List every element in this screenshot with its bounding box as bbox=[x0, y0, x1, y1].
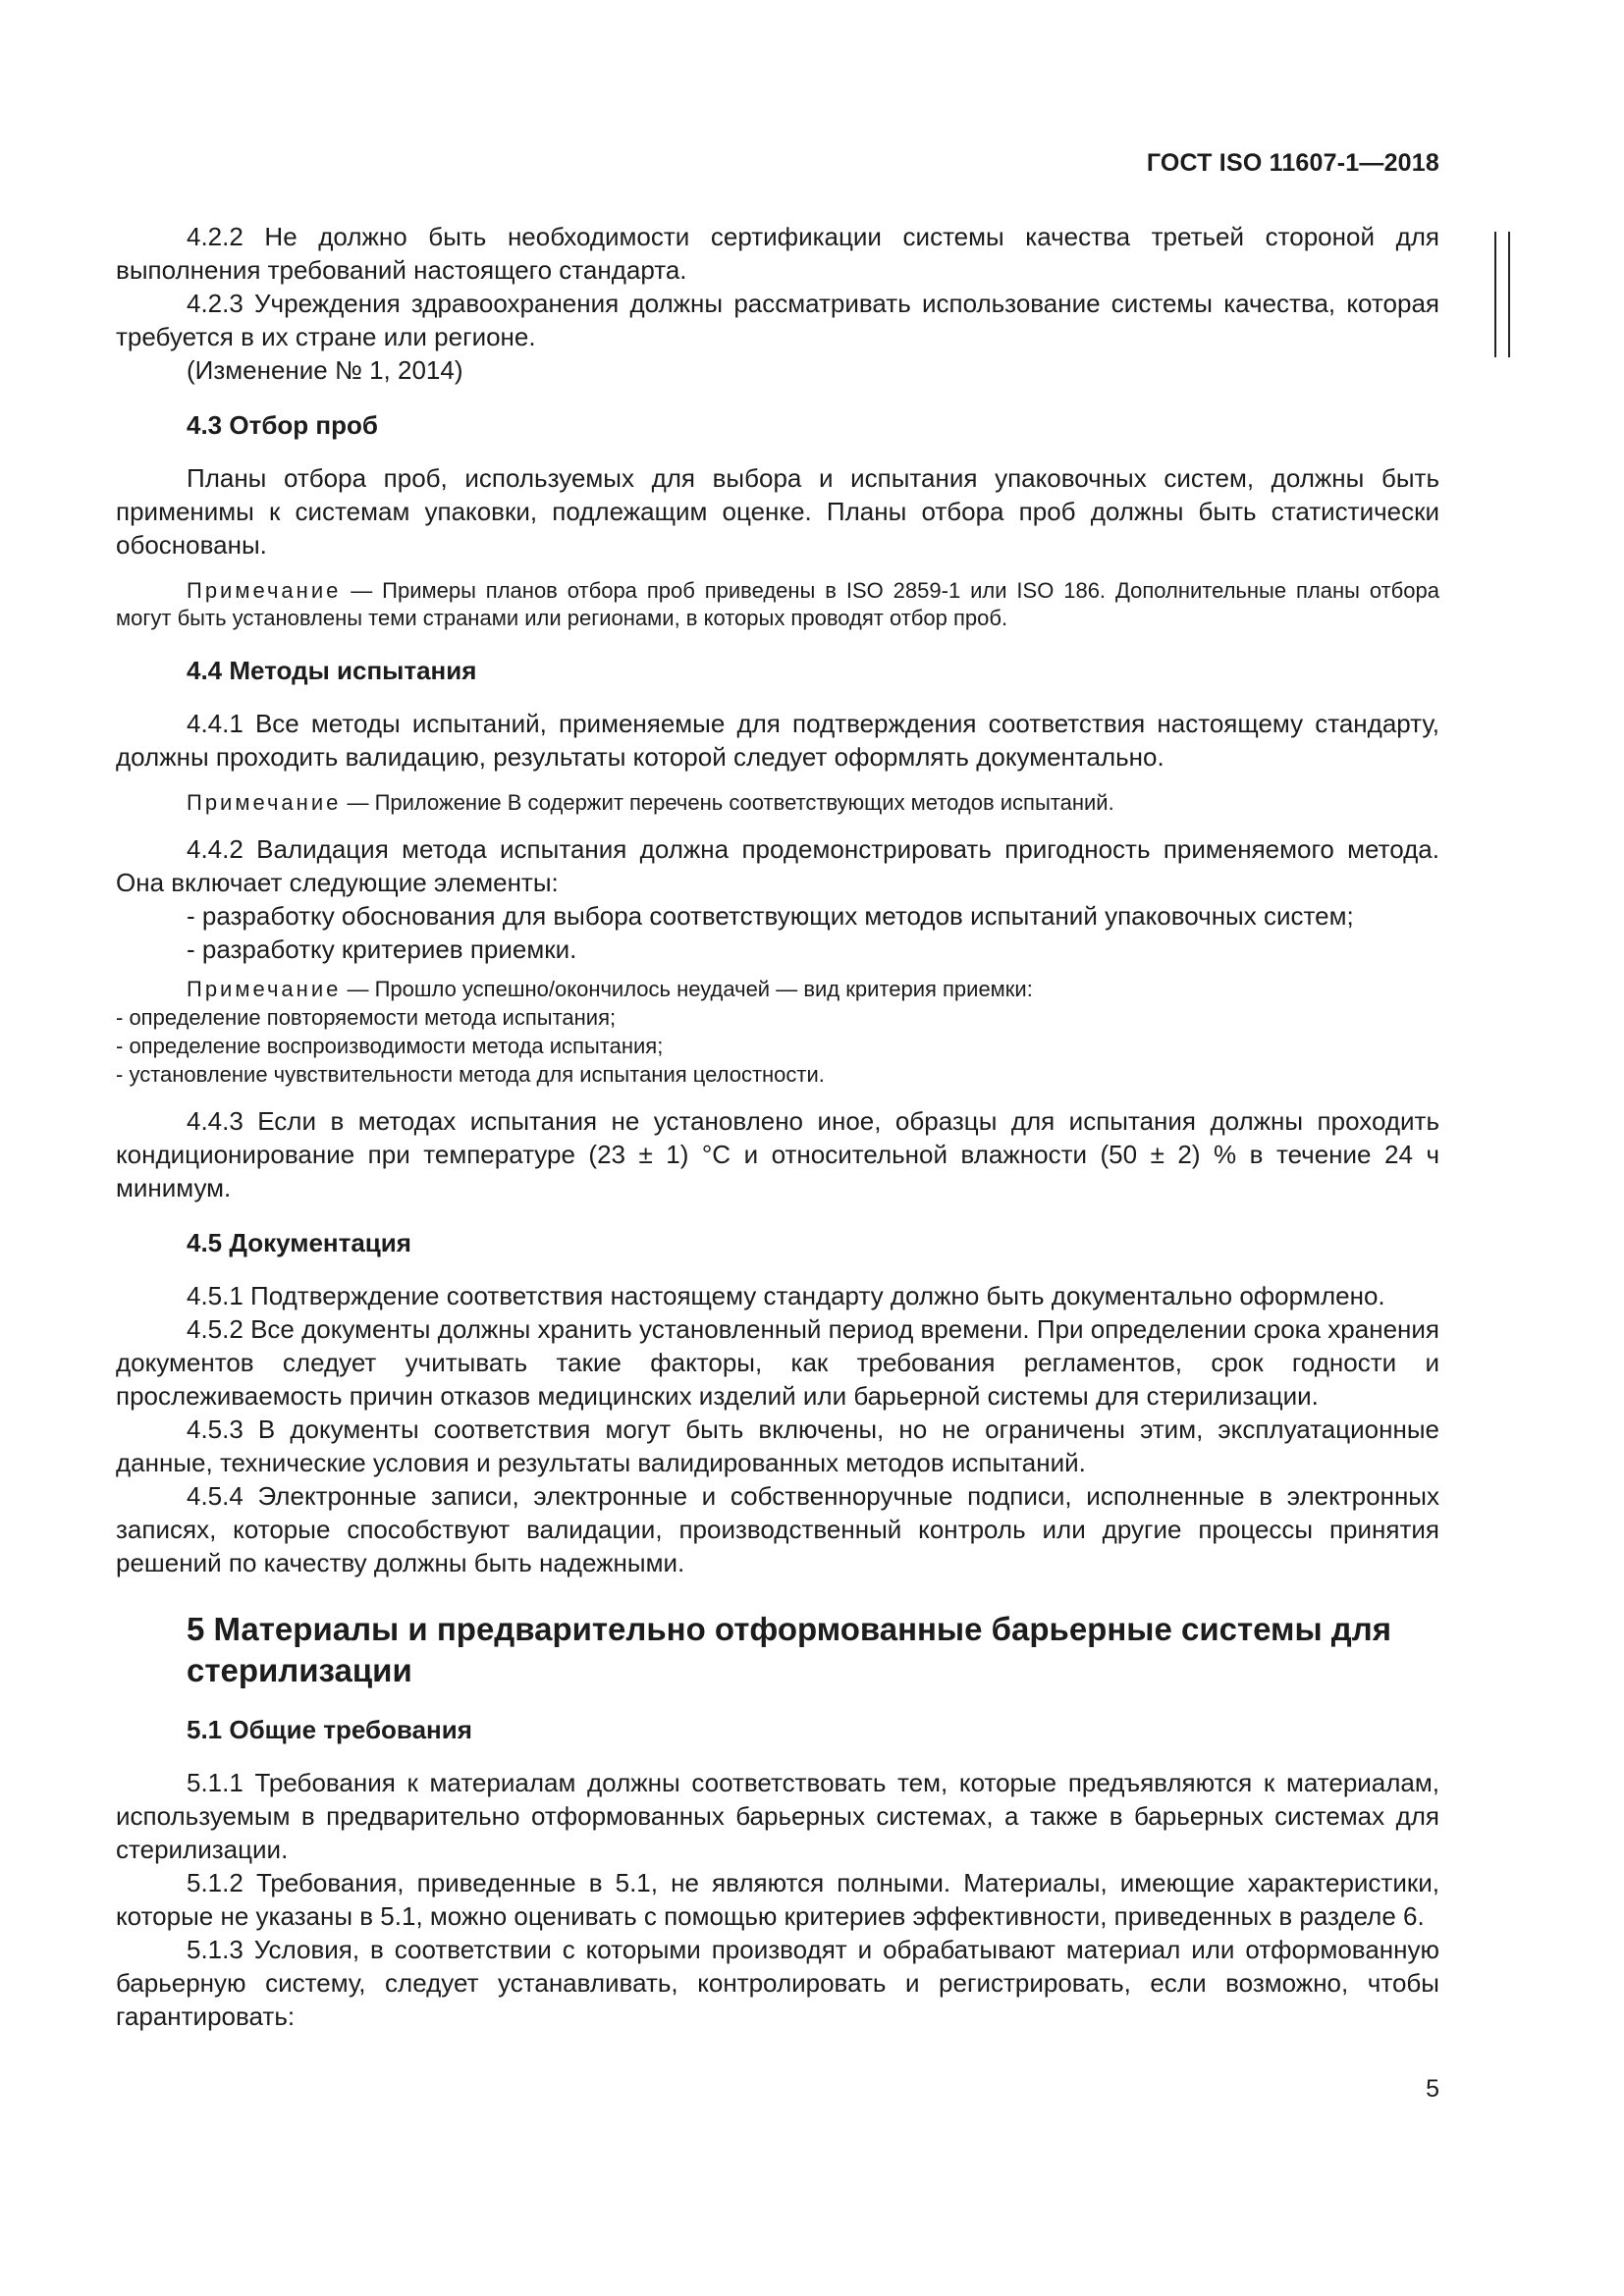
note-4-3 bbox=[116, 577, 1439, 632]
note-text: — Прошло успешно/окончилось неудачей — вид критерия приемки: bbox=[341, 977, 1033, 1001]
note-text: — Примеры планов отбора проб приведены в ISO 2859-1 или ISO 186. Дополнительные планы отбора могут быть установлены теми странами или регионами, в которых проводят отбор проб. bbox=[116, 578, 1439, 630]
note-list-item: - определение повторяемости метода испытания; bbox=[116, 1005, 617, 1030]
heading-4-5: 4.5 Документация bbox=[187, 1228, 411, 1257]
note-label: Примечание bbox=[187, 977, 342, 1001]
paragraph-4-2-3: 4.2.3 Учреждения здравоохранения должны рассматривать использование системы качества, которая требуется в их стране или регионе. bbox=[116, 289, 1439, 351]
note-list-item: - установление чувствительности метода для испытания целостности. bbox=[116, 1062, 825, 1087]
paragraph-4-4-2: 4.4.2 Валидация метода испытания должна продемонстрировать пригодность применяемого метода. Она включает следующие элементы: bbox=[116, 834, 1439, 897]
paragraph-5-1-2: 5.1.2 Требования, приведенные в 5.1, не являются полными. Материалы, имеющие характеристики, которые не указаны в 5.1, можно оценивать с помощью критериев эффективности, приведенных в разделе 6. bbox=[116, 1868, 1439, 1931]
paragraph-4-5-2: 4.5.2 Все документы должны хранить установленный период времени. При определении срока хранения документов следует учитывать такие факторы, как требования регламентов, срок годности и прослеживаемость причин отказов медицинских изделий или барьерной системы для стерилизации. bbox=[116, 1314, 1439, 1411]
page-header-standard: ГОСТ ISO 11607-1—2018 bbox=[1146, 149, 1439, 177]
page-number: 5 bbox=[1426, 2075, 1439, 2103]
paragraph-4-5-4: 4.5.4 Электронные записи, электронные и собственноручные подписи, исполненные в электронных записях, которые способствуют валидации, производственный контроль или другие процессы принятия решений по качеству должны быть надежными. bbox=[116, 1481, 1439, 1577]
paragraph-4-3: Планы отбора проб, используемых для выбора и испытания упаковочных систем, должны быть применимы к системам упаковки, подлежащим оценке. Планы отбора проб должны быть статистически обоснованы. bbox=[116, 463, 1439, 560]
note-list-item: - определение воспроизводимости метода испытания; bbox=[116, 1034, 664, 1058]
heading-5-1: 5.1 Общие требования bbox=[187, 1715, 472, 1744]
note-label: Примечание bbox=[187, 578, 342, 603]
paragraph-5-1-1: 5.1.1 Требования к материалам должны соответствовать тем, которые предъявляются к материалам, используемым в предварительно отформованных барьерных системах, а также в барьерных системах для стерилизации. bbox=[116, 1768, 1439, 1864]
heading-4-4: 4.4 Методы испытания bbox=[187, 656, 477, 685]
note-4-4-2 bbox=[116, 976, 1439, 1003]
paragraph-4-2-2: 4.2.2 Не должно быть необходимости сертификации системы качества третьей стороной для выполнения требований настоящего стандарта. bbox=[116, 222, 1439, 285]
paragraph-4-5-3: 4.5.3 В документы соответствия могут быть включены, но не ограничены этим, эксплуатационные данные, технические условия и результаты валидированных методов испытаний. bbox=[116, 1415, 1439, 1477]
note-text: — Приложение В содержит перечень соответствующих методов испытаний. bbox=[341, 790, 1114, 815]
note-4-4-1 bbox=[116, 789, 1439, 817]
change-bar-right bbox=[1508, 232, 1510, 357]
paragraph-5-1-3: 5.1.3 Условия, в соответствии с которыми производят и обрабатывают материал или отформованную барьерную систему, следует устанавливать, контролировать и регистрировать, если возможно, чтобы гарантировать: bbox=[116, 1935, 1439, 2031]
paragraph-4-4-1: 4.4.1 Все методы испытаний, применяемые для подтверждения соответствия настоящему стандарту, должны проходить валидацию, результаты которой следует оформлять документально. bbox=[116, 709, 1439, 772]
note-label: Примечание bbox=[187, 790, 342, 815]
list-item: - разработку обоснования для выбора соответствующих методов испытаний упаковочных систем; bbox=[187, 901, 1354, 931]
change-note: (Изменение № 1, 2014) bbox=[187, 355, 463, 385]
paragraph-4-4-3: 4.4.3 Если в методах испытания не установлено иное, образцы для испытания должны проходить кондиционирование при температуре (23 ± 1) °С и относительной влажности (50 ± 2) % в течение 24 ч минимум. bbox=[116, 1106, 1439, 1202]
list-item: - разработку критериев приемки. bbox=[187, 934, 577, 964]
paragraph-4-5-1: 4.5.1 Подтверждение соответствия настоящему стандарту должно быть документально оформлено. bbox=[187, 1281, 1385, 1310]
change-bar-left bbox=[1494, 232, 1496, 357]
document-body bbox=[116, 220, 1439, 2033]
heading-section-5: 5 Материалы и предварительно отформованные барьерные системы для стерилизации bbox=[187, 1611, 1391, 1688]
heading-4-3: 4.3 Отбор проб bbox=[187, 410, 378, 440]
